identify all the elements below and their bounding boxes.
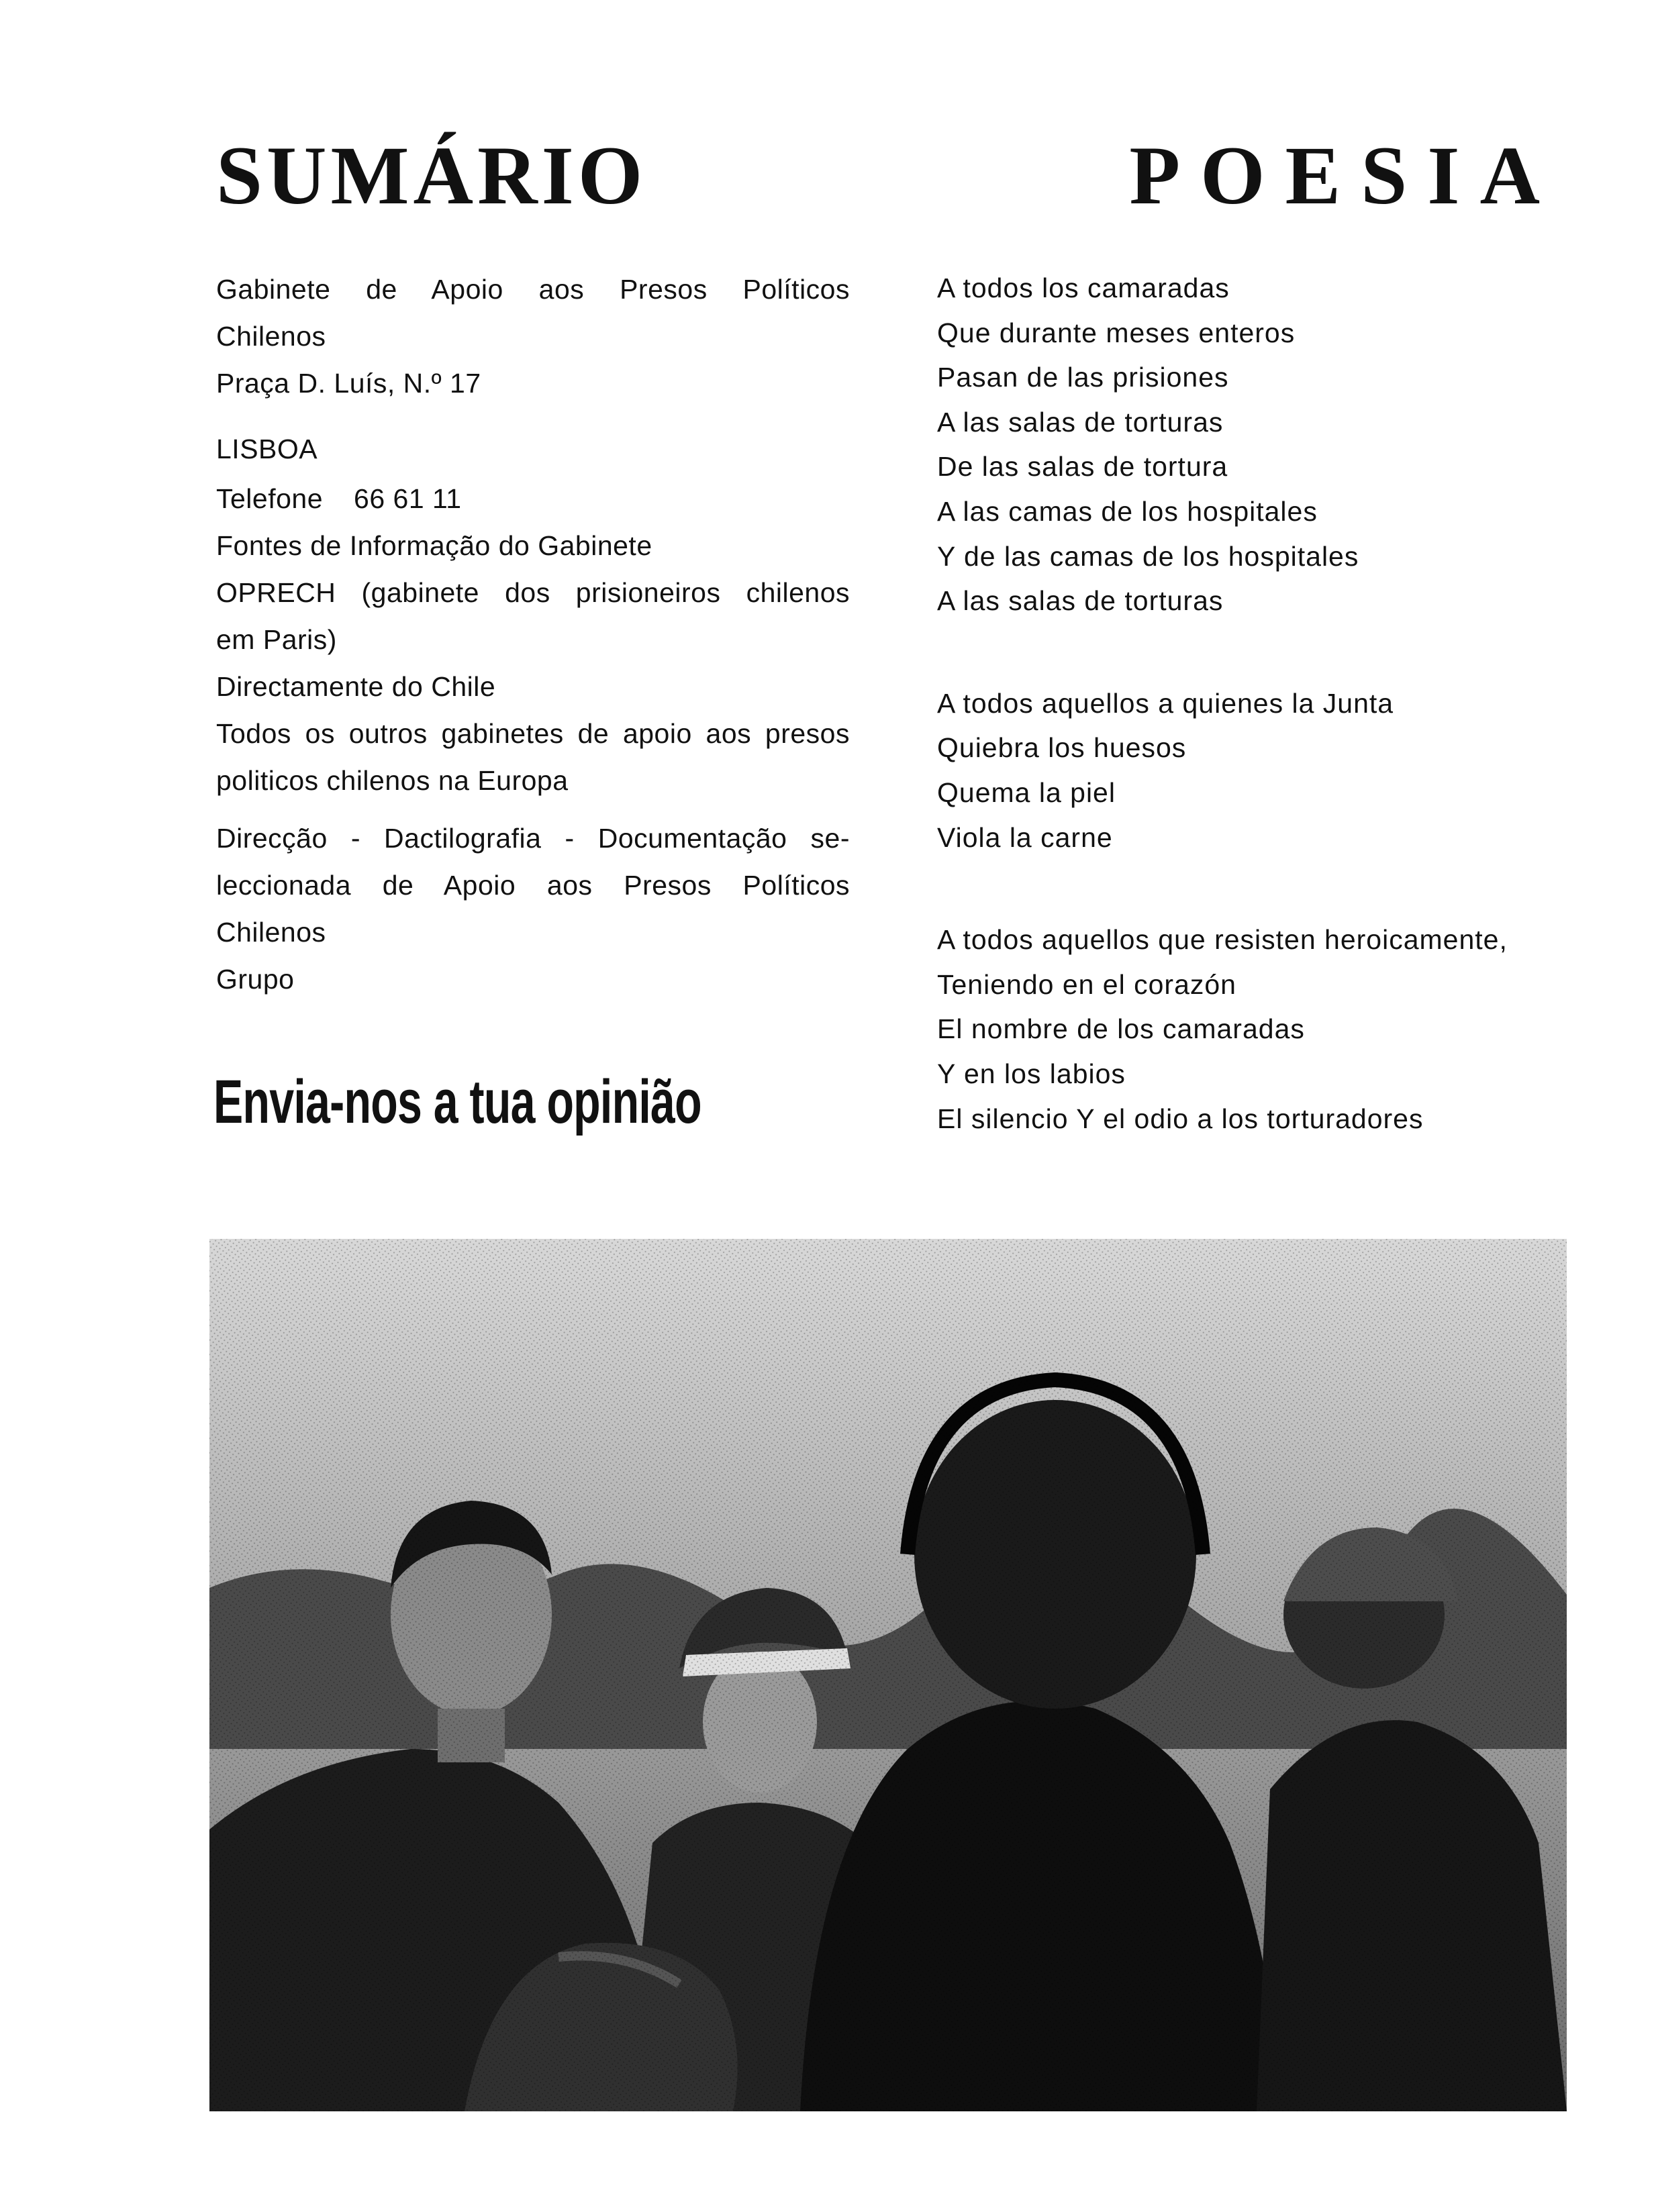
poem-line: A todos aquellos que resisten heroicamente,	[937, 924, 1508, 956]
org-name-line-2: Chilenos	[216, 321, 326, 352]
poem-line: Teniendo en el corazón	[937, 968, 1236, 1000]
poem-stanza	[937, 681, 1568, 860]
poem-line: A todos aquellos a quienes la Junta	[937, 687, 1394, 719]
summary-heading: SUMÁRIO	[216, 130, 647, 221]
source-chile: Directamente do Chile	[216, 671, 496, 702]
source-europe-line-1: Todos os outros gabinetes de apoio aos presos	[216, 718, 850, 749]
poem-line: De las salas de tortura	[937, 451, 1228, 483]
source-europe-line-2: politicos chilenos na Europa	[216, 765, 569, 796]
poem-line: Quiebra los huesos	[937, 732, 1187, 764]
protest-photo	[209, 1239, 1567, 2111]
poem-line: Viola la carne	[937, 821, 1113, 853]
phone	[216, 475, 850, 522]
poem	[937, 266, 1568, 1141]
sources-title: Fontes de Informação do Gabinete	[216, 530, 652, 561]
poem-line: Que durante meses enteros	[937, 317, 1296, 348]
poem-line: Quema la piel	[937, 776, 1116, 808]
poem-line: A todos los camaradas	[937, 272, 1230, 303]
city: LISBOA	[216, 434, 318, 464]
poem-line: A las salas de torturas	[937, 406, 1224, 438]
poem-stanza	[937, 266, 1568, 623]
poem-line: Pasan de las prisiones	[937, 362, 1229, 393]
poem-stanza	[937, 917, 1568, 1141]
poem-line: El silencio Y el odio a los torturadores	[937, 1103, 1424, 1134]
credits-line-3: Chilenos	[216, 917, 326, 948]
org-name-line-1: Gabinete de Apoio aos Presos Políticos	[216, 274, 850, 305]
poem-line: A las camas de los hospitales	[937, 495, 1318, 527]
address: Praça D. Luís, N.º 17	[216, 368, 481, 399]
poetry-heading: POESIA	[1129, 130, 1560, 221]
credits-line-2: leccionada de Apoio aos Presos Políticos	[216, 870, 850, 901]
phone-number: 66 61 11	[354, 483, 462, 514]
source-oprech-line-1: OPRECH (gabinete dos prisioneiros chilenos	[216, 577, 850, 608]
credits-line-4: Grupo	[216, 964, 295, 995]
phone-label: Telefone	[216, 483, 324, 514]
feedback-call-to-action: Envia-nos a tua opinião	[213, 1068, 701, 1136]
summary-column	[216, 266, 850, 1003]
poem-line: A las salas de torturas	[937, 585, 1224, 617]
credits-line-1: Direcção - Dactilografia - Documentação se-	[216, 823, 850, 854]
poem-line: El nombre de los camaradas	[937, 1013, 1305, 1045]
poem-line: Y de las camas de los hospitales	[937, 540, 1359, 572]
poem-line: Y en los labios	[937, 1058, 1126, 1089]
source-oprech-line-2: em Paris)	[216, 624, 337, 655]
